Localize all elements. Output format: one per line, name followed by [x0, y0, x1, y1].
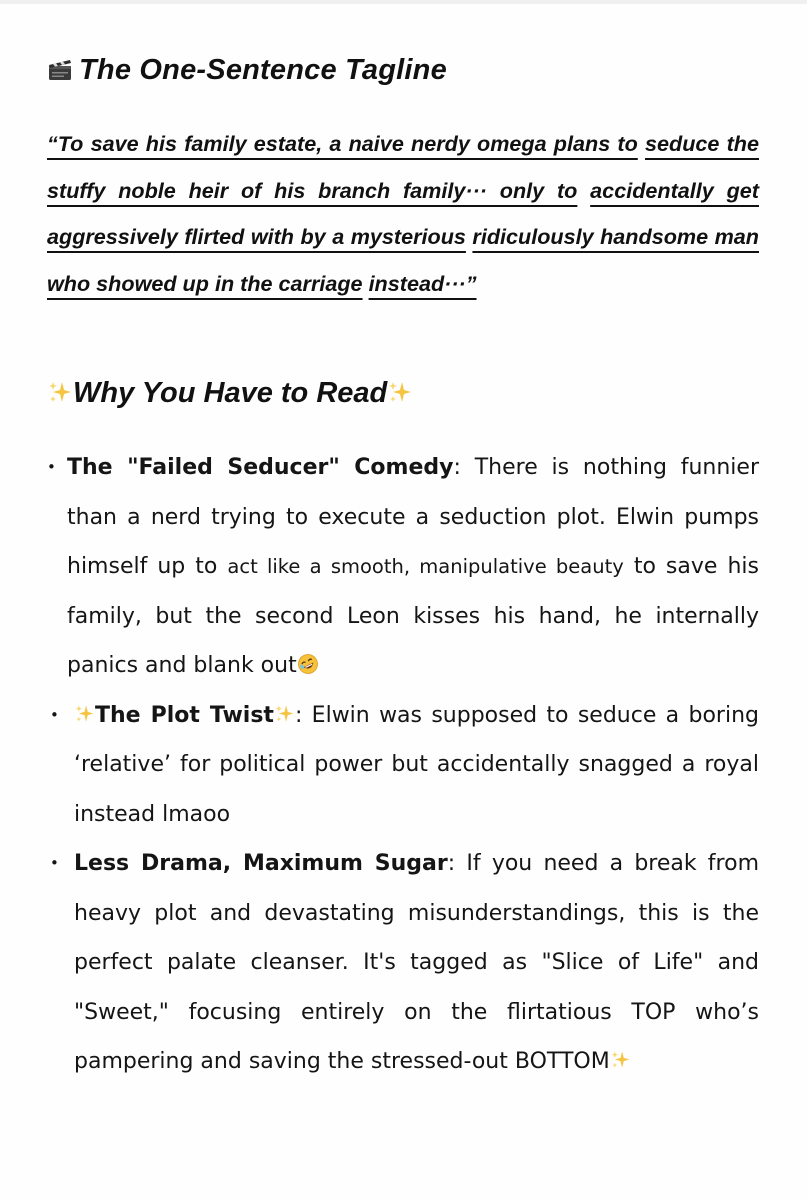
reasons-list — [47, 443, 759, 1087]
reason-body-small: act like a smooth, manipulative beauty — [227, 555, 624, 578]
tagline-line: accidentally get aggressively flirted with by a mysterious — [47, 177, 759, 249]
bullet: • — [50, 705, 59, 724]
tagline-line: seduce the stuffy noble heir of his branch family··· only to — [47, 131, 760, 203]
reason-body: : If you need a break from heavy plot and devastating misunderstandings, this is the perfect palate cleanser. It's tagged as "Slice of Life" and "Sweet," focusing entirely on the flirtatious TOP who’s pampering and saving the stressed-out BOTTOM — [74, 851, 760, 1074]
sparkles-icon — [387, 379, 413, 405]
sparkles-icon — [74, 703, 95, 724]
tagline-line: “To save his family estate, a naive nerdy omega plans to — [47, 131, 638, 156]
sparkles-icon — [610, 1049, 631, 1070]
reason-title: The Plot Twist — [95, 702, 274, 728]
reason-title: Less Drama, Maximum Sugar — [74, 851, 448, 876]
clapperboard-icon — [47, 56, 73, 82]
tagline-quote — [47, 121, 759, 307]
sparkles-icon — [47, 379, 73, 405]
sparkles-icon — [274, 703, 295, 724]
rofl-emoji-icon — [297, 653, 319, 675]
why-read-heading-text: Why You Have to Read — [73, 377, 388, 409]
reason-title: The "Failed Seducer" Comedy — [67, 455, 454, 480]
list-item — [47, 839, 759, 1087]
bullet: • — [50, 854, 59, 872]
reason-body: : Elwin was supposed to seduce a boring ‘relative’ for political power but accidentally snagged a royal instead lmaoo — [74, 702, 759, 827]
reason-body: to save his family, but the second Leon kisses his hand, he internally panics and blank out — [67, 554, 759, 678]
tagline-line: instead···” — [368, 270, 477, 296]
bullet: • — [47, 458, 56, 476]
reason-body: : There is nothing funnier than a nerd trying to execute a seduction plot. Elwin pumps himself up to — [67, 455, 760, 579]
list-item — [47, 691, 759, 840]
tagline-heading — [47, 54, 447, 87]
tagline-line: ridiculously handsome man who showed up in the carriage — [47, 224, 759, 296]
why-read-heading — [47, 377, 413, 410]
top-divider — [0, 0, 807, 4]
list-item — [47, 443, 759, 691]
tagline-heading-text: The One-Sentence Tagline — [79, 54, 447, 86]
